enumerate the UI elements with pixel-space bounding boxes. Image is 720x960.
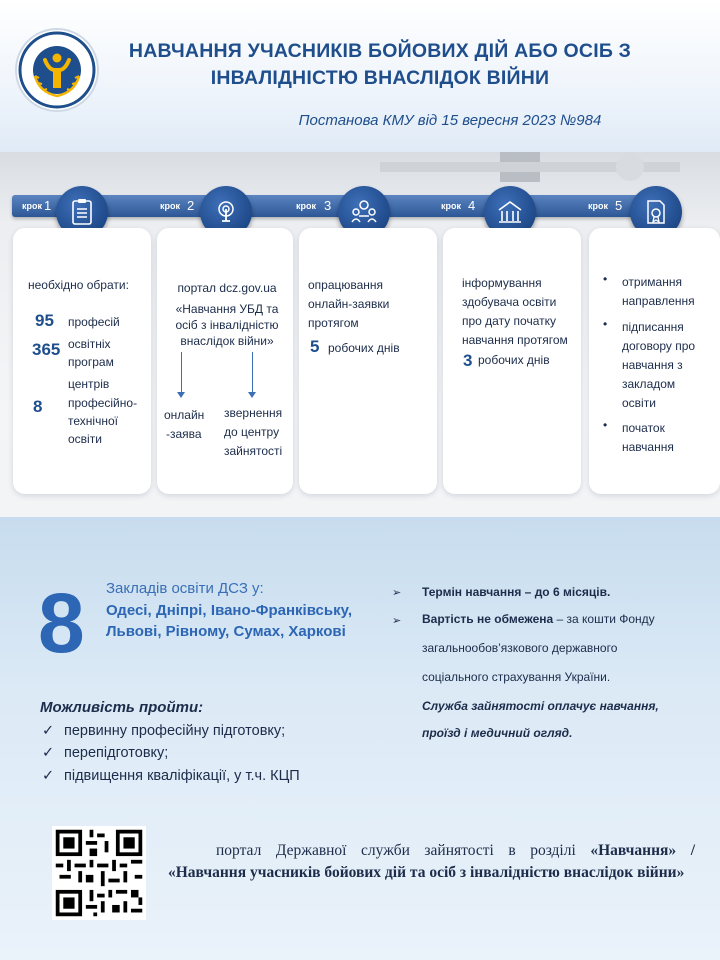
step-3-text: онлайн-заявки [308,297,390,311]
step-1-number: 1 [44,198,52,213]
step-2-portal: портал dcz.gov.ua [177,281,277,295]
step-2-center: зайнятості [224,444,283,458]
opportunity-item: ✓ перепідготовку; [42,745,169,761]
step-5-text: початок [622,421,665,435]
step-2-text: «Навчання УБД та [175,302,279,316]
condition-pays: Служба зайнятості оплачує навчання, [422,699,659,713]
step-1-text: освітніх [68,337,111,351]
bullet-icon: • [603,272,608,286]
condition-term: Термін навчання – до 6 місяців. [422,585,611,599]
institutions-title: Закладів освіти ДСЗ у: [106,580,264,597]
step-1-text: технічної [68,414,118,428]
logo [15,28,99,112]
step-2-text: внаслідок війни» [180,334,274,348]
step-4-label: крок [441,201,462,211]
condition-cost: соціального страхування України. [422,670,611,684]
step-1-value-programs: 365 [32,340,61,359]
arrow-down-icon [177,392,185,398]
bullet-icon: • [603,317,608,331]
arrow-down-icon [248,392,256,398]
step-5-label: крок [588,201,609,211]
step-5-number: 5 [615,198,623,213]
condition-pays: проїзд і медичний огляд. [422,726,573,740]
step-1-text: професійно- [68,396,138,410]
condition-cost: загальнообов’язкового державного [422,641,618,655]
check-icon: ✓ [42,768,55,784]
qr-code-icon[interactable] [52,826,146,920]
employment-service-logo-icon [17,30,97,110]
step-4-text: інформування [462,276,542,290]
step-4-value-text: робочих днів [478,353,550,367]
step-2-text: осіб з інвалідністю [175,318,279,332]
step-2-online: -заява [166,427,202,441]
step-3-text: опрацювання [308,278,384,292]
step-3-number: 3 [324,198,332,213]
institutions-count: 8 [38,576,85,670]
step-1-text: професій [68,315,120,329]
opportunities-title: Можливість пройти: [40,699,204,716]
arrow-bullet-icon: ➢ [392,587,402,599]
step-4-text: навчання протягом [462,333,568,347]
step-5-text: навчання [622,440,674,454]
step-2-center: звернення [224,406,283,420]
step-1-intro: необхідно обрати: [28,278,129,292]
page-subtitle: Постанова КМУ від 15 вересня 2023 №984 [298,112,602,129]
step-2-label: крок [160,201,181,211]
step-5-text: освіти [622,396,656,410]
step-1-value-centers: 8 [33,397,43,416]
step-1-text: центрів [68,377,110,391]
step-3-card [299,228,437,494]
step-5-text: підписання [622,320,684,334]
page-title: НАВЧАННЯ УЧАСНИКІВ БОЙОВИХ ДІЙ АБО ОСІБ З ІНВАЛІДНІСТЮ ВНАСЛІДОК ВІЙНИ [128,40,632,89]
step-4-value: 3 [463,351,473,370]
arrow-down-icon [181,352,182,394]
step-1-text: програм [68,355,114,369]
step-5-text: направлення [622,294,695,308]
step-1-label: крок [22,201,43,211]
step-1-text: освіти [68,432,102,446]
step-2-center: до центру [224,425,280,439]
step-1-value-professions: 95 [35,311,54,330]
step-2-number: 2 [187,198,195,213]
step-4-text: про дату початку [462,314,557,328]
condition-cost: Вартість не обмежена – за кошти Фонду [422,612,655,626]
step-4-text: здобувача освіти [462,295,557,309]
bullet-icon: • [603,418,608,432]
step-5-text: отримання [622,275,682,289]
institutions-cities: Одесі, Дніпрі, Івано-Франківську, Львові, Рівному, Сумах, Харкові [106,602,352,640]
step-3-value: 5 [310,337,320,356]
step-2-online: онлайн [164,408,205,422]
arrow-down-icon [252,352,253,394]
step-3-label: крок [296,201,317,211]
step-5-text: договору про [622,339,696,353]
check-icon: ✓ [42,745,55,761]
arrow-bullet-icon: ➢ [392,615,402,627]
step-3-text: протягом [308,316,359,330]
step-5-text: навчання з [622,358,683,372]
portal-info: портал Державної служби зайнятості в розділі «Навчання» / «Навчання учасників бойових дій та осіб з інвалідністю внаслідок війни» [168,842,695,881]
check-icon: ✓ [42,723,55,739]
opportunity-item: ✓ підвищення кваліфікації, у т.ч. КЦП [42,768,300,784]
step-4-number: 4 [468,198,476,213]
step-5-text: закладом [622,377,676,391]
opportunity-item: ✓ первинну професійну підготовку; [42,723,286,739]
laptop-photo-icon [380,152,680,192]
step-3-value-text: робочих днів [328,341,400,355]
